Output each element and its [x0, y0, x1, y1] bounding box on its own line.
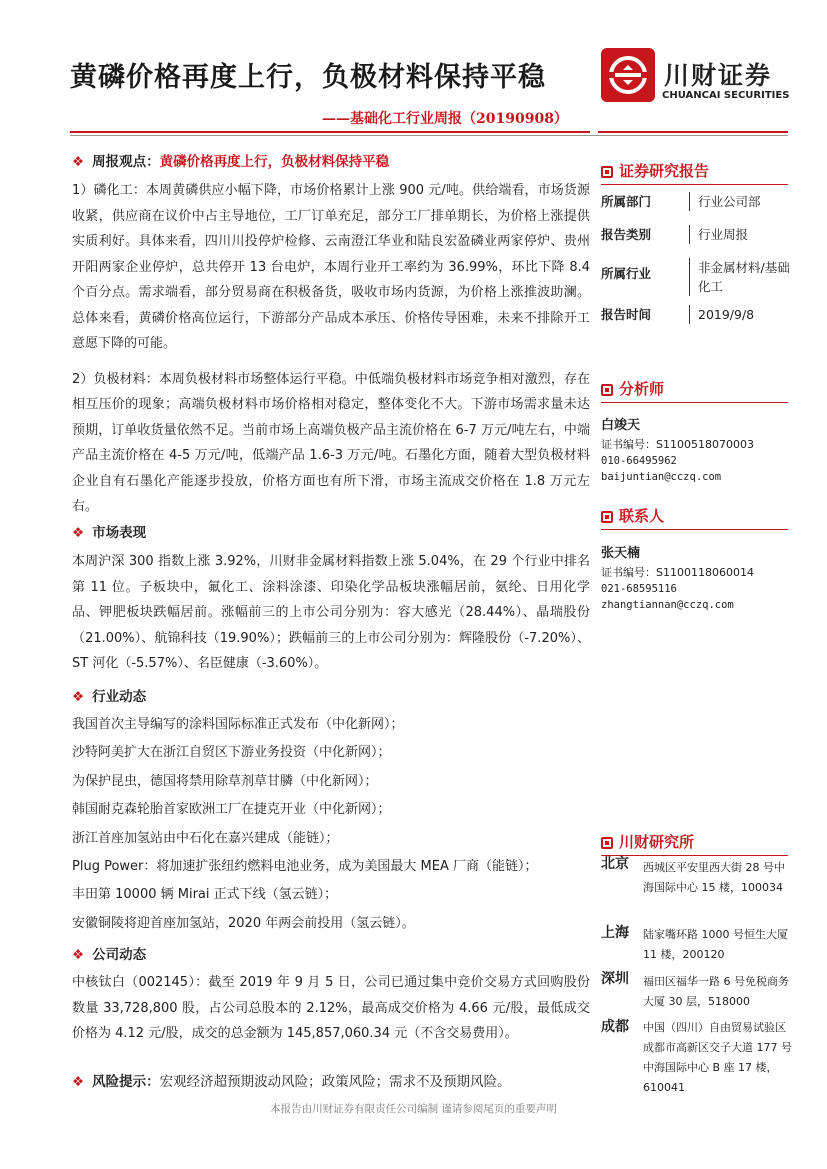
report-title: 黄磷价格再度上行，负极材料保持平稳 — [70, 62, 546, 93]
office-city: 成都 — [601, 1019, 629, 1035]
contact-email[interactable]: zhangtiannan@cczq.com — [601, 599, 734, 611]
analyst-heading: 分析师 — [601, 378, 788, 403]
diamond-icon: ❖ — [72, 689, 85, 705]
company-body: 中核钛白（002145）：截至 2019 年 9 月 5 日，公司已通过集中竞价交易方式回购股份数量 33,728,800 股，占公司总股本的 2.12%，最高成交价格为 4.66 元/股，最低成交价格为 4.12 元/股，成交的总金额为 145,857,060.34 元（不含交易费用）。 — [72, 975, 590, 1041]
logo-icon — [601, 48, 655, 102]
office-city: 北京 — [601, 856, 629, 872]
research-report-heading: 证券研究报告 — [601, 160, 788, 185]
list-item: 丰田第 10000 辆 Mirai 正式下线（氢云链）； — [72, 887, 338, 903]
report-subtitle: ——基础化工行业周报（20190908） — [322, 111, 568, 127]
logo-english: CHUANCAI SECURITIES — [662, 90, 790, 101]
office-address: 福田区福华一路 6 号免税商务大厦 30 层，518000 — [643, 975, 789, 1008]
view-heading: ❖ 周报观点：黄磷价格再度上行，负极材料保持平稳 — [72, 154, 390, 170]
list-item: 浙江首座加氢站由中石化在嘉兴建成（能链）； — [72, 830, 339, 846]
institute-heading: 川财研究所 — [601, 831, 788, 856]
contact-cert: 证书编号：S1100118060014 — [601, 566, 754, 579]
analyst-name: 白竣天 — [601, 418, 641, 433]
industry-heading: ❖ 行业动态 — [72, 689, 147, 705]
list-item: 韩国耐克森轮胎首家欧洲工厂在捷克开业（中化新网）； — [72, 802, 391, 818]
list-item: Plug Power：将加速扩张纽约燃料电池业务，成为美国最大 MEA 厂商（能链）； — [72, 858, 538, 874]
industry-news-list — [72, 712, 590, 939]
header-rule-right — [598, 131, 788, 133]
logo-mark-icon — [601, 48, 655, 102]
contact-name: 张天楠 — [601, 546, 641, 561]
office-city: 深圳 — [601, 971, 629, 987]
square-icon — [601, 511, 613, 523]
view-paragraph-phosphorus: 1）磷化工：本周黄磷供应小幅下降，市场价格累计上涨 900 元/吨。供给端看，市场货源收紧，供应商在议价中占主导地位，工厂订单充足，部分工厂排单期长，为价格上涨提供实质利好。具体来看，四川川投停炉检修、云南澄江华业和陆良宏盈磷业两家停炉、贵州开阳两家企业停炉，总共停开 13 台电炉，本周行业开工率约为 36.99%，环比下降 8.4 个百分点。需求端看，部分贸易商在积极备货，吸收市场内货源，为价格上涨推波助澜。总体来看，黄磷价格高位运行，下游部分产品成本承压、价格传导困难，未来不排除开工意愿下降的可能。 — [72, 183, 590, 351]
contact-heading: 联系人 — [601, 505, 788, 530]
view-body — [72, 178, 590, 520]
list-item: 我国首次主导编写的涂料国际标准正式发布（中化新网）； — [72, 717, 404, 732]
square-icon — [601, 384, 613, 396]
square-icon — [601, 166, 613, 178]
office-address: 陆家嘴环路 1000 号恒生大厦 11 楼，200120 — [643, 928, 788, 961]
footer-disclaimer: 本报告由川财证券有限责任公司编制 谨请参阅尾页的重要声明 — [270, 1103, 557, 1115]
market-body: 本周沪深 300 指数上涨 3.92%，川财非金属材料指数上涨 5.04%，在 29 个行业中排名第 11 位。子板块中，氟化工、涂料涂漆、印染化学品板块涨幅居前，氨纶、日用化学品、钾肥板块跌幅居前。涨幅前三的上市公司分别为：容大感光（28.44%）、晶瑞股份（21.00%）、航锦科技（19.90%）；跌幅前三的上市公司分别为：辉隆股份（-7.20%）、ST 河化（-5.57%）、名臣健康（-3.60%）。 — [72, 554, 590, 671]
company-heading: ❖ 公司动态 — [72, 947, 147, 963]
office-city: 上海 — [601, 925, 629, 941]
office-address: 中国（四川）自由贸易试验区成都市高新区交子大道 177 号中海国际中心 B 座 17 楼，610041 — [643, 1021, 792, 1094]
market-heading: ❖ 市场表现 — [72, 525, 147, 541]
diamond-icon: ❖ — [72, 154, 85, 170]
list-item: 为保护昆虫，德国将禁用除草剂草甘膦（中化新网）； — [72, 773, 378, 789]
list-item: 安徽铜陵将迎首座加氢站，2020 年两会前投用（氢云链）。 — [72, 915, 415, 931]
analyst-cert: 证书编号：S1100518070003 — [601, 438, 754, 451]
header-rule-thin — [70, 135, 788, 136]
logo-text: 川财证券 — [664, 61, 773, 90]
analyst-card — [601, 415, 754, 485]
analyst-email[interactable]: baijuntian@cczq.com — [601, 471, 722, 483]
contact-phone: 021-68595116 — [601, 583, 677, 595]
header-rule — [70, 131, 590, 133]
office-address: 西城区平安里西大街 28 号中海国际中心 15 楼，100034 — [643, 861, 785, 894]
diamond-icon: ❖ — [72, 947, 85, 963]
diamond-icon: ❖ — [72, 525, 85, 541]
square-icon — [601, 837, 613, 849]
diamond-icon: ❖ — [72, 1074, 85, 1090]
risk-note: ❖ 风险提示：宏观经济超预期波动风险；政策风险；需求不及预期风险。 — [72, 1074, 511, 1090]
view-paragraph-anode: 2）负极材料：本周负极材料市场整体运行平稳。中低端负极材料市场竞争相对激烈，存在相互压价的现象；高端负极材料市场价格相对稳定，整体变化不大。下游市场需求量未达预期，订单收货量依然不足。当前市场上高端负极产品主流价格在 6-7 万元/吨左右，中端产品主流价格在 4-5 万元/吨，低端产品 1.6-3 万元/吨。石墨化方面，随着大型负极材料企业自有石墨化产能逐步投放，价格方面也有所下滑，市场主流成交价格在 1.8 万元左右。 — [72, 371, 590, 514]
analyst-phone: 010-66495962 — [601, 455, 677, 467]
contact-card — [601, 543, 754, 613]
list-item: 沙特阿美扩大在浙江自贸区下游业务投资（中化新网）； — [72, 745, 391, 761]
